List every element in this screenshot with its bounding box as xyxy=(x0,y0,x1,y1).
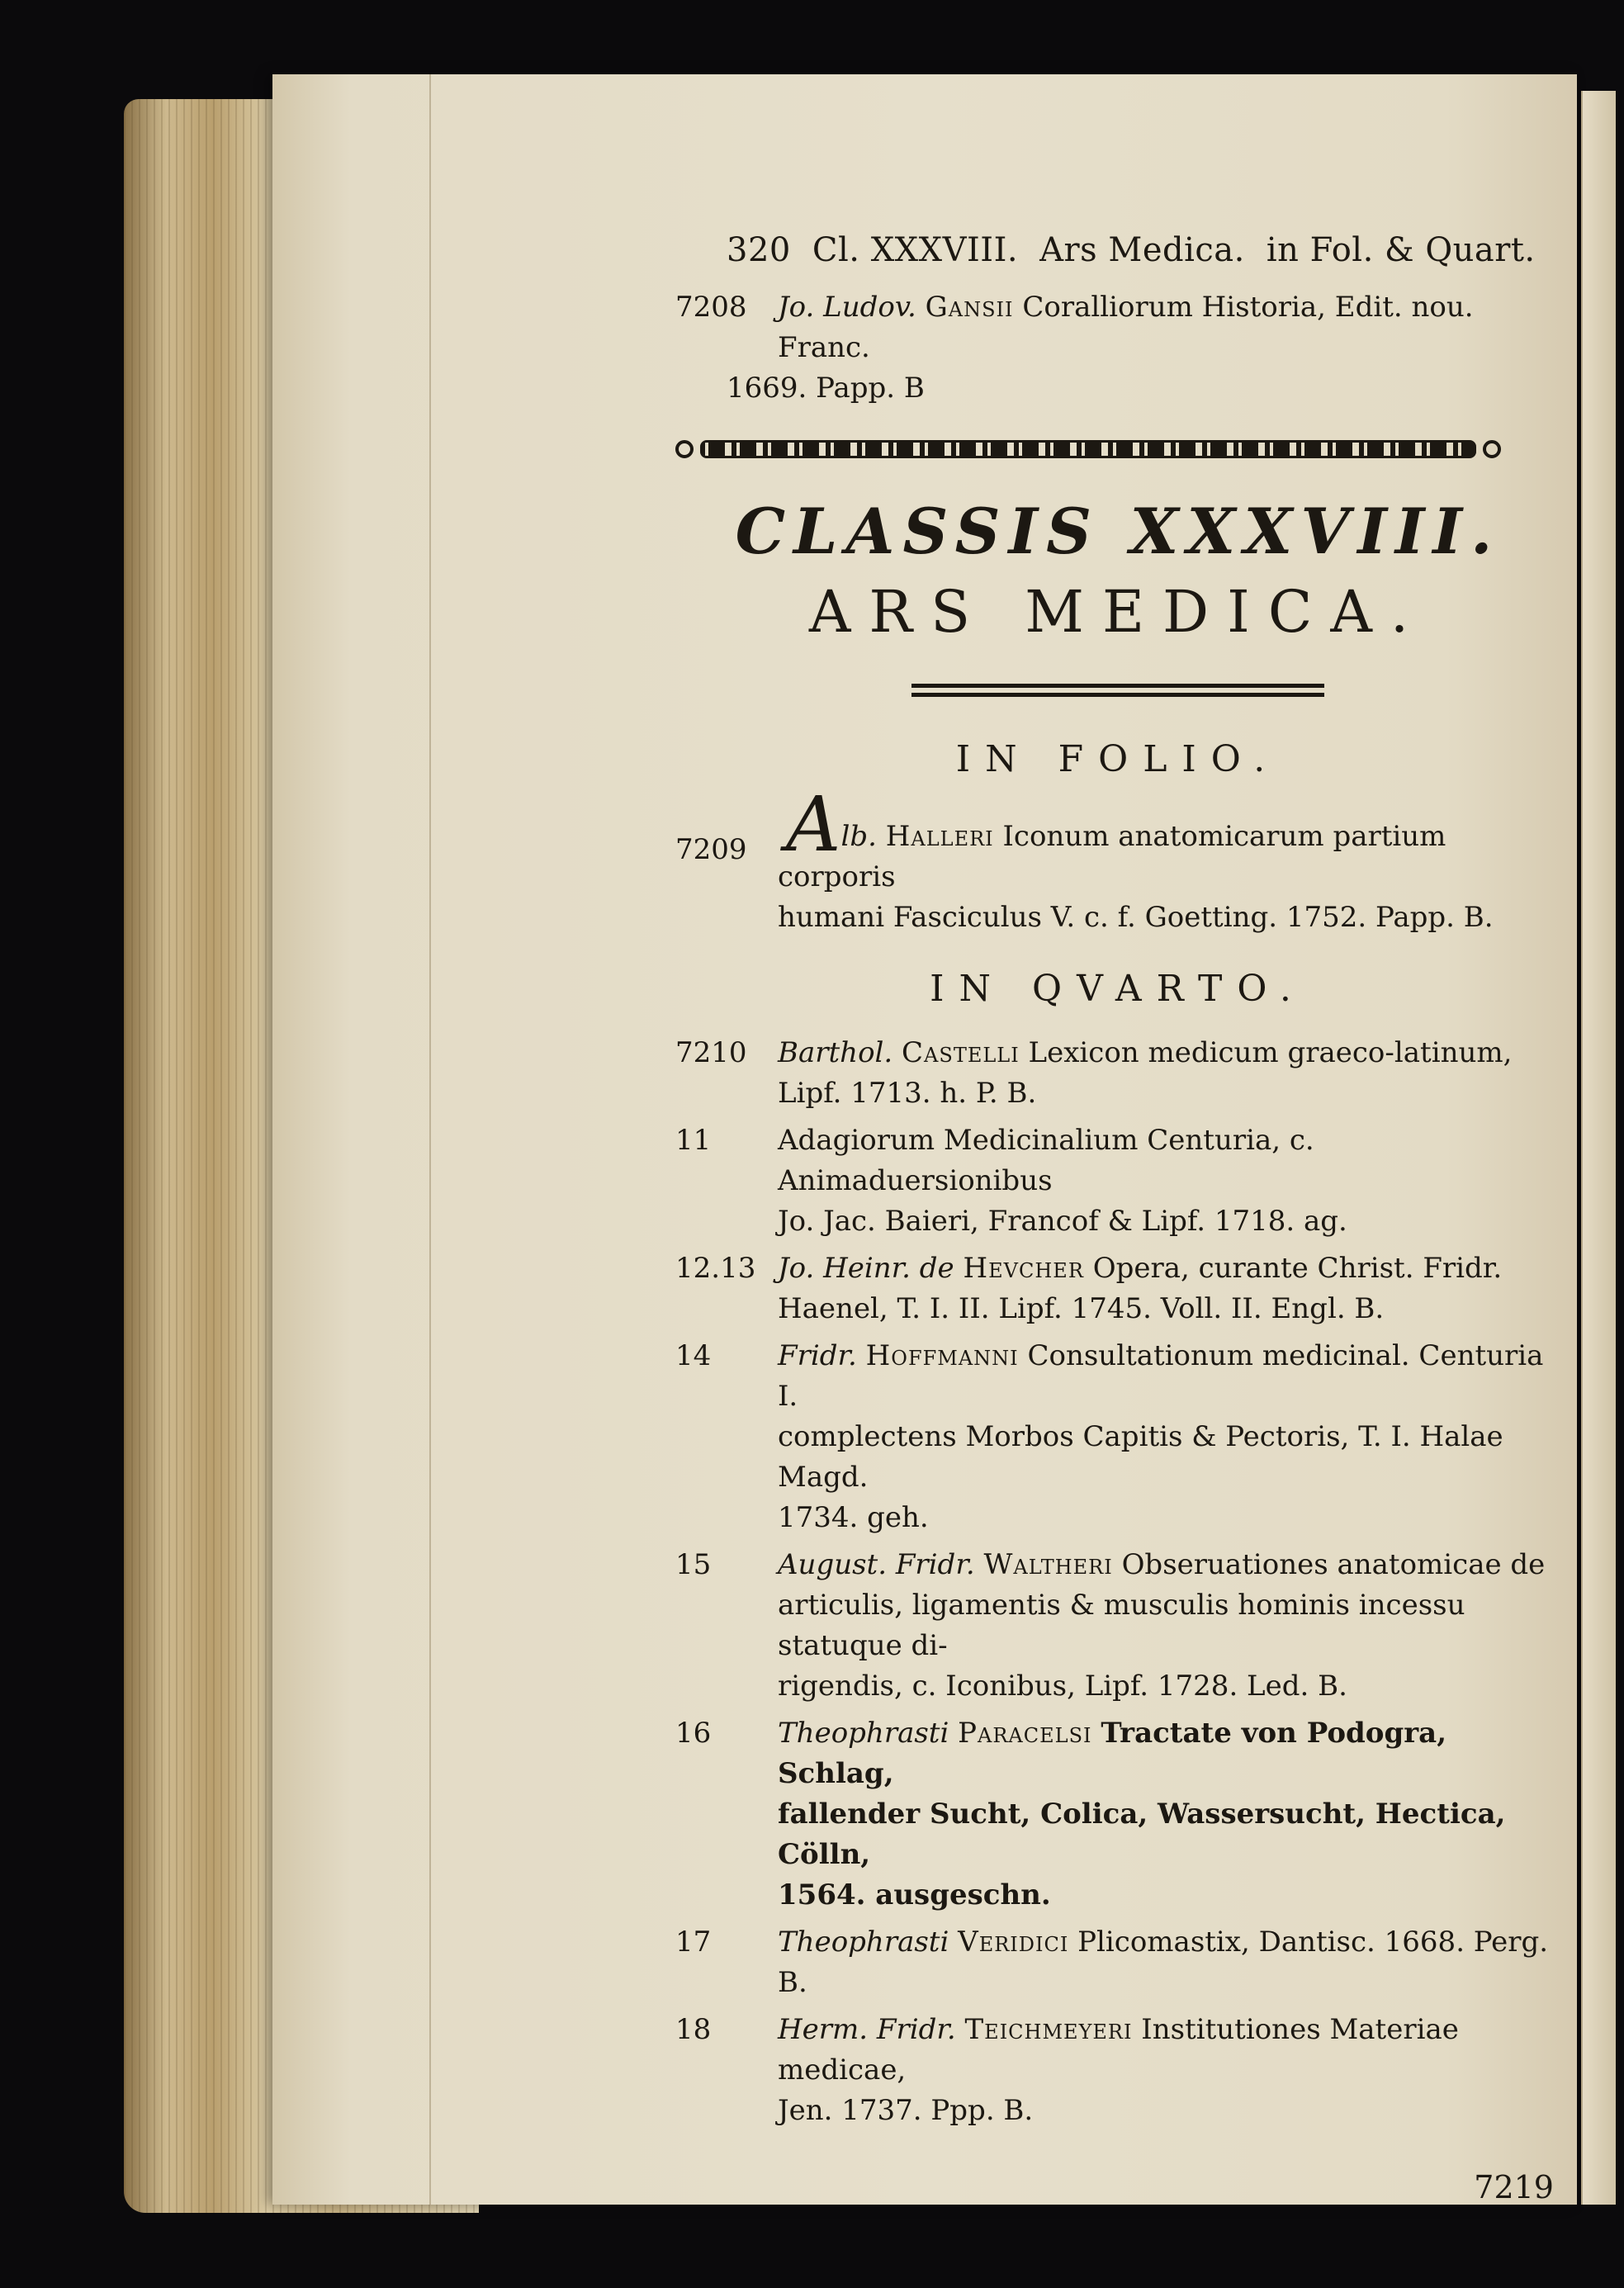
entry-first-name: Fridr. xyxy=(778,1339,857,1372)
entry-number: 16 xyxy=(675,1717,712,1750)
drop-initial: A xyxy=(786,780,841,869)
entry-line1: Iconum anatomicarum partium corporis xyxy=(778,820,1446,893)
format-label: in Fol. & Quart. xyxy=(1266,231,1536,269)
entry-first-name: Herm. Fridr. xyxy=(778,2013,956,2046)
entry-author: Veridici xyxy=(958,1926,1069,1959)
entry-line3: rigendis, c. Iconibus, Lipf. 1728. Led. B. xyxy=(778,1670,1347,1703)
entry-line2: Lipf. 1713. h. P. B. xyxy=(778,1077,1037,1110)
entry-line2: complectens Morbos Capitis & Pectoris, T. I. Halae Magd. xyxy=(778,1420,1503,1494)
entry-first-name: Theophrasti xyxy=(778,1717,949,1750)
page-number: 320 xyxy=(727,231,791,269)
entry-first-name: Jo. Ludov. xyxy=(778,291,916,324)
entry-line1: Plicomastix, Dantisc. 1668. Perg. B. xyxy=(778,1926,1549,1999)
class-heading: CLASSIS XXXVIII. xyxy=(735,495,1501,568)
entry-author: Paracelsi xyxy=(958,1717,1092,1750)
double-rule xyxy=(911,684,1324,697)
class-title: ARS MEDICA. xyxy=(808,578,1428,646)
entry-line2: fallender Sucht, Colica, Wassersucht, Hectica, Cölln, xyxy=(778,1798,1506,1871)
entry-author: Teichmeyeri xyxy=(964,2013,1133,2046)
entry-first-name: Jo. Heinr. de xyxy=(778,1252,954,1285)
entry-line1: Opera, curante Christ. Fridr. xyxy=(1092,1252,1503,1285)
ornament-chain xyxy=(700,440,1476,458)
entry-line1: Lexicon medicum graeco-latinum, xyxy=(1028,1036,1513,1069)
entry-first-name: lb. xyxy=(840,820,877,853)
entry-line1: Institutiones Materiae medicae, xyxy=(778,2013,1459,2087)
page-text xyxy=(675,231,1560,2205)
entry-first-name: Theophrasti xyxy=(778,1926,949,1959)
entry-line2: Jo. Jac. Baieri, Francof & Lipf. 1718. ag. xyxy=(778,1205,1347,1238)
entry-line1: Coralliorum Historia, Edit. nou. Franc. xyxy=(778,291,1474,364)
entry-line1: Obseruationes anatomicae de xyxy=(1121,1548,1546,1581)
ornament-rosette-icon xyxy=(675,440,694,458)
entry-number: 11 xyxy=(675,1124,712,1157)
entry-first-name: Barthol. xyxy=(778,1036,893,1069)
entry-line2: humani Fasciculus V. c. f. Goetting. 1752. Papp. B. xyxy=(778,901,1494,934)
catchword: 7219 xyxy=(1474,2169,1554,2205)
entry-author: Castelli xyxy=(902,1036,1020,1069)
catalog-entry-7217 xyxy=(675,1922,1560,2003)
catalog-entry-7209 xyxy=(675,780,1560,938)
entry-number: 17 xyxy=(675,1926,712,1959)
catalog-entry-7215 xyxy=(675,1545,1560,1707)
entry-line1: Tractate von Podogra, Schlag, xyxy=(778,1717,1447,1790)
entry-line3: 1734. geh. xyxy=(778,1501,929,1534)
catalog-entry-7210 xyxy=(675,1033,1560,1114)
entry-number: 18 xyxy=(675,2013,712,2046)
entry-author: Gansii xyxy=(925,291,1014,324)
entry-line1: Adagiorum Medicinalium Centuria, c. Animaduersionibus xyxy=(778,1124,1314,1197)
entry-number: 7210 xyxy=(675,1036,747,1069)
section-in-quarto: IN QVARTO. xyxy=(930,968,1306,1010)
catalog-entry-7212 xyxy=(675,1248,1560,1329)
subject-label: Ars Medica. xyxy=(1039,231,1245,269)
class-label: Cl. XXXVIII. xyxy=(812,231,1019,269)
entry-author: Waltheri xyxy=(983,1548,1113,1581)
entry-number: 15 xyxy=(675,1548,712,1581)
running-head xyxy=(727,231,1560,269)
section-in-folio: IN FOLIO. xyxy=(955,738,1281,780)
entry-number: 7208 xyxy=(675,291,747,324)
entry-line1: Consultationum medicinal. Centuria I. xyxy=(778,1339,1544,1413)
entry-line2: 1669. Papp. B xyxy=(727,372,925,405)
ornamental-border xyxy=(675,437,1501,462)
entry-line2: Haenel, T. I. II. Lipf. 1745. Voll. II. Engl. B. xyxy=(778,1292,1385,1325)
entry-number: 7209 xyxy=(675,833,747,866)
entry-line2: Jen. 1737. Ppp. B. xyxy=(778,2094,1034,2127)
catalog-entry-7214 xyxy=(675,1336,1560,1538)
entry-number: 12.13 xyxy=(675,1252,756,1285)
entry-author: Hevcher xyxy=(963,1252,1084,1285)
catalog-entry-7218 xyxy=(675,2010,1560,2131)
catalog-entry-7211 xyxy=(675,1120,1560,1242)
catalog-entry-7216 xyxy=(675,1713,1560,1916)
entry-author: Hoffmanni xyxy=(865,1339,1019,1372)
next-page-edge xyxy=(1581,91,1616,2205)
entry-line2: articulis, ligamentis & musculis hominis incessu statuque di- xyxy=(778,1589,1465,1662)
ornament-rosette-icon xyxy=(1483,440,1501,458)
entry-author: Halleri xyxy=(885,820,994,853)
entry-first-name: August. Fridr. xyxy=(778,1548,975,1581)
catalog-entry-7208 xyxy=(675,287,1560,409)
entry-number: 14 xyxy=(675,1339,712,1372)
entry-line3: 1564. ausgeschn. xyxy=(778,1878,1051,1911)
